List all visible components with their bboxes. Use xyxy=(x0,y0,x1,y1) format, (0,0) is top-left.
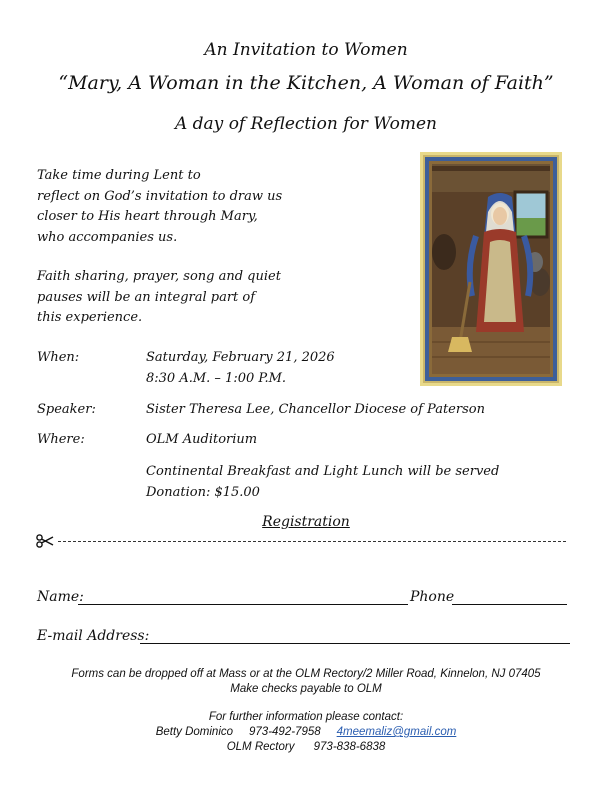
contact-name: OLM Rectory xyxy=(226,741,295,753)
mary-kitchen-illustration xyxy=(420,152,562,386)
speaker-label: Speaker: xyxy=(37,402,96,417)
meal-and-donation xyxy=(146,462,499,503)
intro-line: pauses will be an integral part of xyxy=(37,289,256,305)
checks-note: Make checks payable to OLM xyxy=(230,683,382,695)
event-subtitle: A day of Reflection for Women xyxy=(174,114,437,134)
intro-paragraph-1 xyxy=(37,166,307,248)
contact-intro: For further information please contact: xyxy=(208,711,404,723)
event-title: “Mary, A Woman in the Kitchen, A Woman of Faith” xyxy=(58,72,554,94)
registration-heading: Registration xyxy=(262,514,350,530)
when-value xyxy=(146,348,335,389)
intro-line: this experience. xyxy=(37,310,143,325)
where-label: Where: xyxy=(37,432,85,447)
event-time: 8:30 A.M. – 1:00 P.M. xyxy=(146,370,287,386)
contact-phone: 973-838-6838 xyxy=(313,741,386,753)
contact-email-link[interactable]: 4meemaliz@gmail.com xyxy=(336,726,457,738)
email-field[interactable] xyxy=(140,643,570,644)
name-label: Name: xyxy=(37,589,84,605)
intro-line: Take time during Lent to xyxy=(37,168,201,183)
contact-line-1 xyxy=(0,725,612,740)
cut-line xyxy=(58,541,566,542)
invitation-heading: An Invitation to Women xyxy=(204,40,408,60)
intro-line: Faith sharing, prayer, song and quiet xyxy=(37,269,281,284)
intro-paragraph-2 xyxy=(37,267,307,329)
event-date: Saturday, February 21, 2026 xyxy=(146,350,335,365)
when-label: When: xyxy=(37,350,80,365)
contact-line-2 xyxy=(0,740,612,755)
donation-amount: Donation: $15.00 xyxy=(146,484,260,500)
intro-line: who accompanies us. xyxy=(37,229,178,245)
contact-name: Betty Dominico xyxy=(155,726,234,738)
intro-line: closer to His heart through Mary, xyxy=(37,209,258,224)
dropoff-note: Forms can be dropped off at Mass or at the OLM Rectory/2 Miller Road, Kinnelon, NJ 07405 xyxy=(71,668,541,680)
phone-label: Phone xyxy=(410,589,455,605)
email-label: E-mail Address: xyxy=(37,628,150,644)
where-value: OLM Auditorium xyxy=(146,432,258,447)
speaker-value: Sister Theresa Lee, Chancellor Diocese of Paterson xyxy=(146,402,485,417)
intro-line: reflect on God’s invitation to draw us xyxy=(37,188,283,204)
contact-phone: 973-492-7958 xyxy=(249,726,321,738)
name-field[interactable] xyxy=(78,604,408,605)
phone-field[interactable] xyxy=(452,604,567,605)
meal-note: Continental Breakfast and Light Lunch will be served xyxy=(146,464,500,479)
scissors-icon xyxy=(36,534,54,552)
